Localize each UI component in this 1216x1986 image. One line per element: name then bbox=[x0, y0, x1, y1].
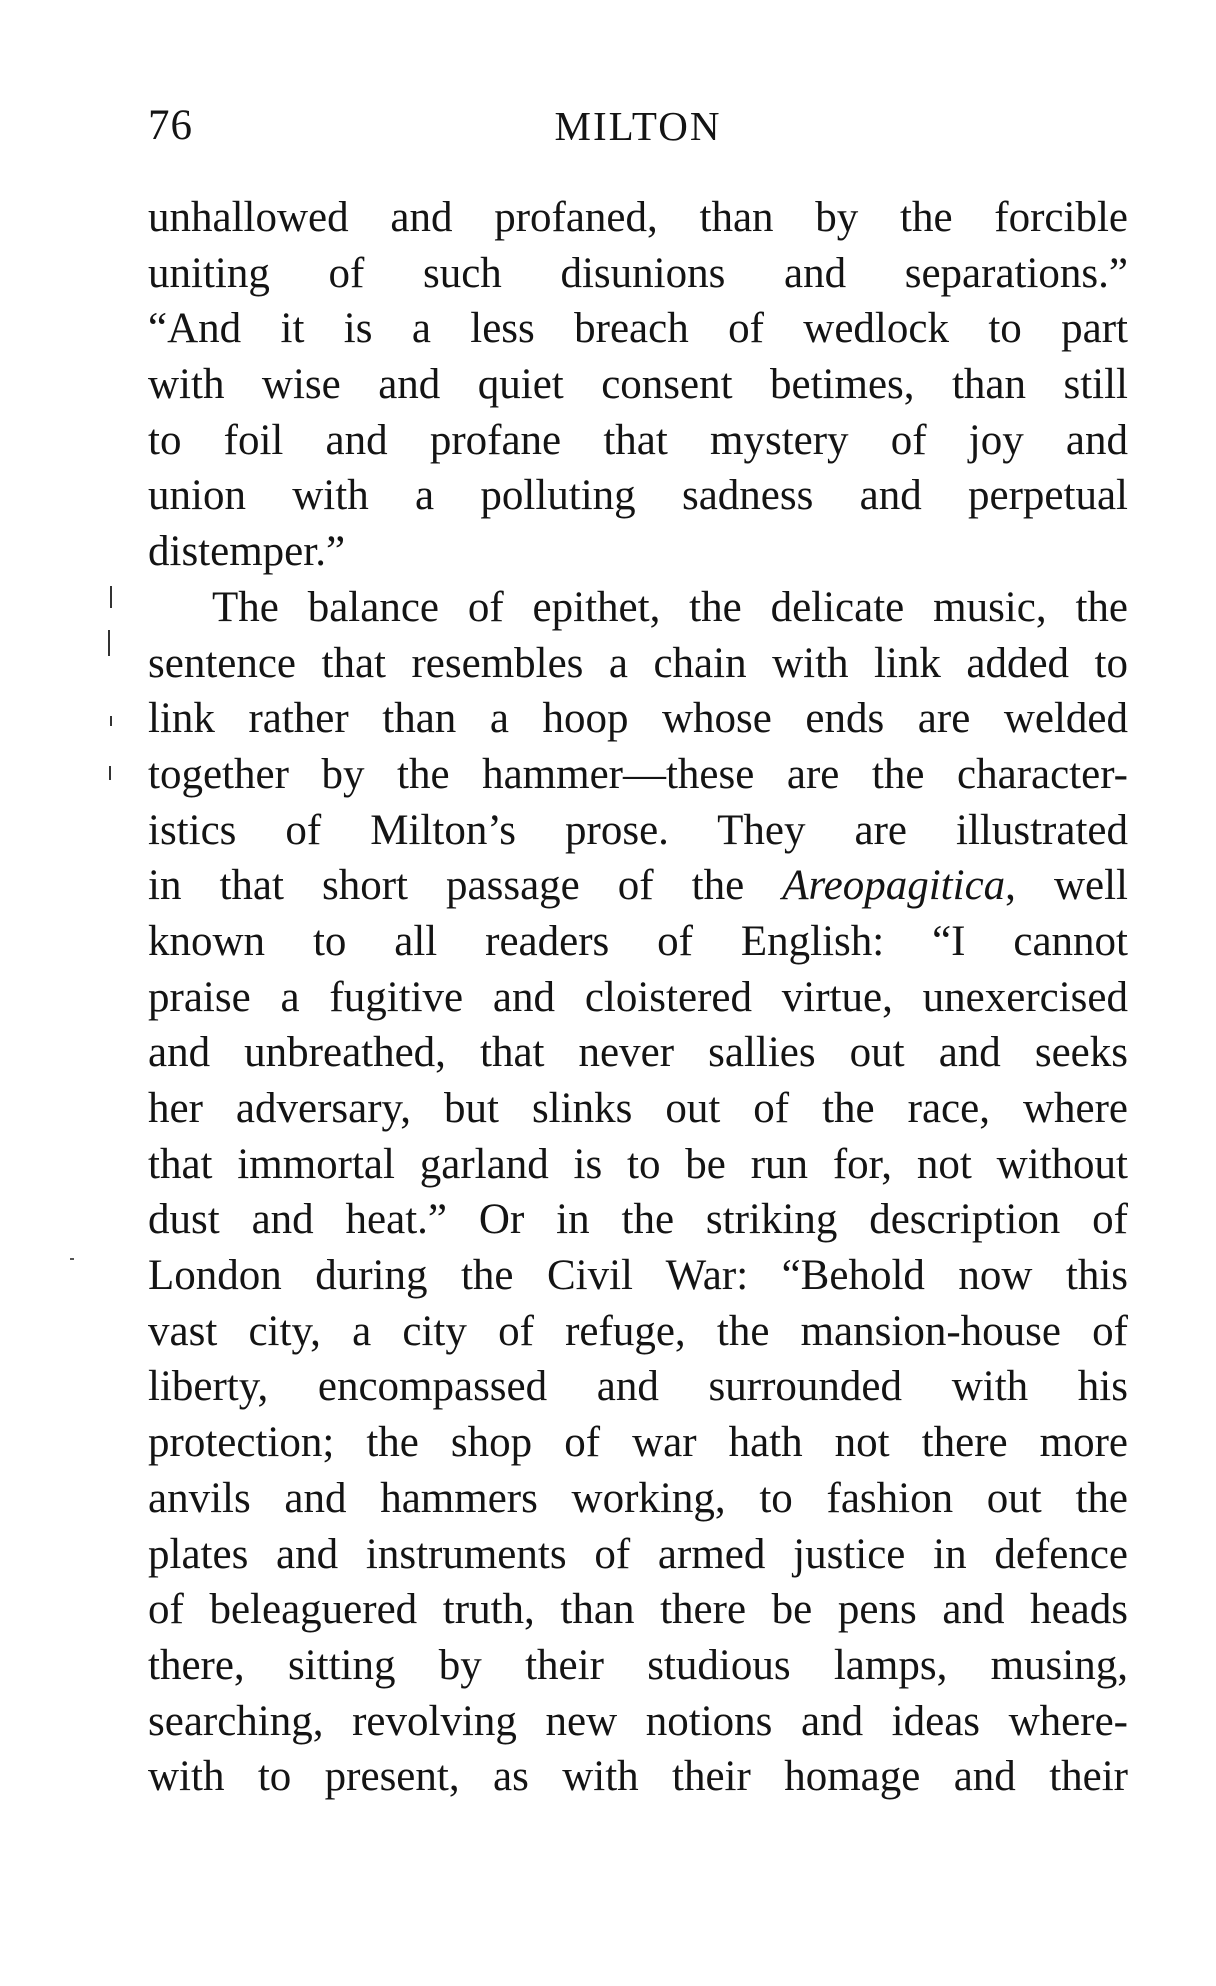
text-line: protection; the shop of war hath not there more bbox=[148, 1419, 1128, 1467]
text-line-areopagitica bbox=[148, 858, 1128, 914]
text-line: that immortal garland is to be run for, not without bbox=[148, 1140, 1128, 1188]
text-line: and unbreathed, that never sallies out and seeks bbox=[148, 1029, 1128, 1077]
text-line: istics of Milton’s prose. They are illustrated bbox=[148, 806, 1128, 854]
text-line: known to all readers of English: “I cannot bbox=[148, 917, 1128, 965]
text-line: link rather than a hoop whose ends are welded bbox=[148, 695, 1128, 743]
text-line: vast city, a city of refuge, the mansion-house of bbox=[148, 1307, 1128, 1355]
text-line: distemper.” bbox=[148, 528, 346, 576]
margin-marks bbox=[104, 578, 116, 798]
text-line: uniting of such disunions and separations.” bbox=[148, 249, 1128, 297]
text-line: together by the hammer—these are the character- bbox=[148, 750, 1128, 798]
text-line: there, sitting by their studious lamps, musing, bbox=[148, 1641, 1128, 1689]
body-text bbox=[148, 190, 1128, 1805]
paragraph-start-line: The balance of epithet, the delicate music, the bbox=[212, 583, 1128, 631]
text-line: liberty, encompassed and surrounded with his bbox=[148, 1363, 1128, 1411]
text-line: dust and heat.” Or in the striking description of bbox=[148, 1196, 1128, 1244]
text-line: with to present, as with their homage and their bbox=[148, 1753, 1128, 1801]
page-number: 76 bbox=[148, 102, 193, 149]
text-line: praise a fugitive and cloistered virtue, unexercised bbox=[148, 973, 1128, 1021]
text-line: of beleaguered truth, than there be pens and heads bbox=[148, 1586, 1128, 1634]
text-segment: in that short passage of the bbox=[148, 862, 783, 910]
running-title: MILTON bbox=[554, 103, 722, 149]
text-line: with wise and quiet consent betimes, than still bbox=[148, 361, 1128, 409]
text-line: unhallowed and profaned, than by the forcible bbox=[148, 194, 1128, 241]
running-head bbox=[148, 96, 1128, 156]
text-line: searching, revolving new notions and ideas where- bbox=[148, 1697, 1128, 1745]
italic-title-areopagitica: Areopagitica bbox=[782, 862, 1006, 910]
margin-dot bbox=[70, 1258, 74, 1260]
text-line: London during the Civil War: “Behold now this bbox=[148, 1252, 1128, 1300]
text-line: union with a polluting sadness and perpetual bbox=[148, 472, 1128, 520]
text-line: “And it is a less breach of wedlock to part bbox=[148, 305, 1128, 353]
text-line: her adversary, but slinks out of the race, where bbox=[148, 1085, 1128, 1132]
text-line: to foil and profane that mystery of joy and bbox=[148, 416, 1128, 464]
text-line: plates and instruments of armed justice in defence bbox=[148, 1530, 1128, 1578]
text-segment: , well bbox=[1005, 862, 1128, 910]
text-line: sentence that resembles a chain with link added to bbox=[148, 639, 1128, 687]
text-line: anvils and hammers working, to fashion out the bbox=[148, 1474, 1128, 1522]
